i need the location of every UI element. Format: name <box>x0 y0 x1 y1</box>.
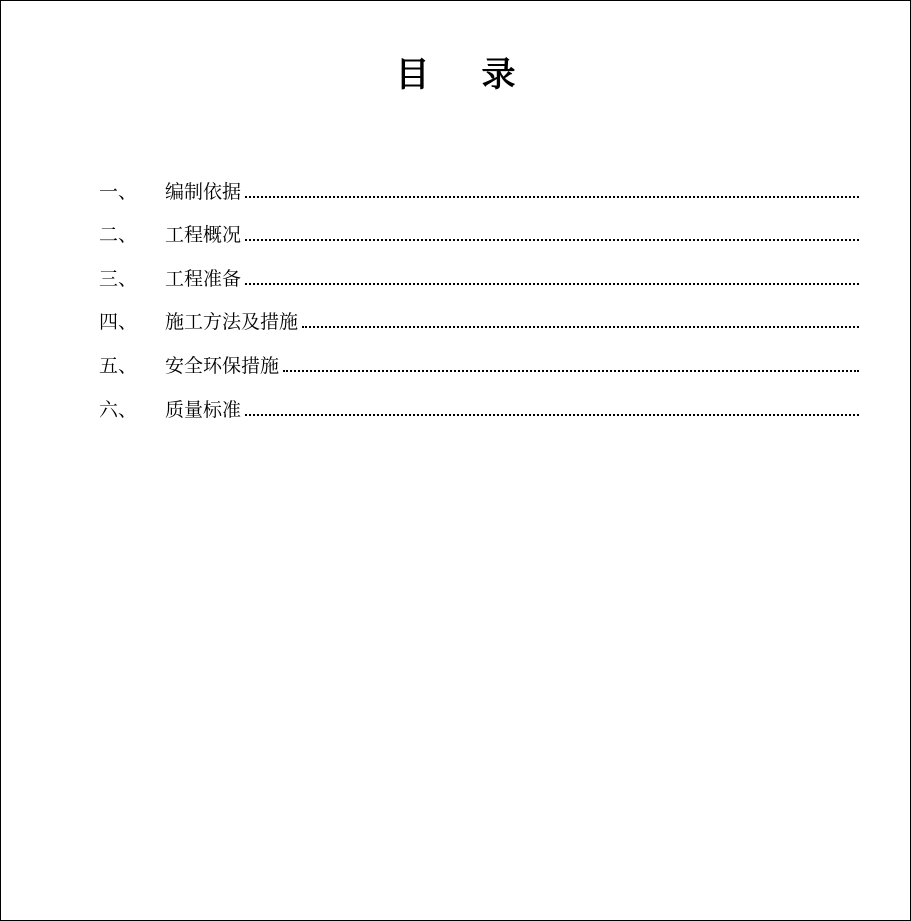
toc-entry-title: 质量标准 <box>165 398 242 421</box>
title-char-2: 录 <box>481 55 516 95</box>
toc-dot-leader <box>245 238 859 241</box>
toc-dot-leader <box>302 325 859 328</box>
toc-dot-leader <box>245 413 859 416</box>
toc-entry[interactable] <box>99 379 859 423</box>
toc-entry-title: 施工方法及措施 <box>165 311 299 334</box>
toc-entry[interactable] <box>99 292 859 336</box>
toc-dot-leader <box>283 369 859 372</box>
toc-entry[interactable] <box>99 248 859 292</box>
toc-entry[interactable] <box>99 205 859 249</box>
toc-entry-title: 工程准备 <box>165 267 242 290</box>
toc-entry-title: 编制依据 <box>165 180 242 203</box>
title-char-1: 目 <box>395 55 430 95</box>
page-title <box>1 53 910 97</box>
toc-entry-title: 安全环保措施 <box>165 354 280 377</box>
toc-entry-number: 五、 <box>99 354 138 377</box>
toc-dot-leader <box>245 282 859 285</box>
toc-entry[interactable] <box>99 161 859 205</box>
toc-entry[interactable] <box>99 335 859 379</box>
toc-entry-title: 工程概况 <box>165 224 242 247</box>
toc-entry-number: 二、 <box>99 224 138 247</box>
toc-entry-number: 六、 <box>99 398 138 421</box>
table-of-contents <box>99 161 859 423</box>
toc-dot-leader <box>245 195 859 198</box>
toc-entry-number: 一、 <box>99 180 138 203</box>
toc-entry-number: 四、 <box>99 311 138 334</box>
toc-entry-number: 三、 <box>99 267 138 290</box>
